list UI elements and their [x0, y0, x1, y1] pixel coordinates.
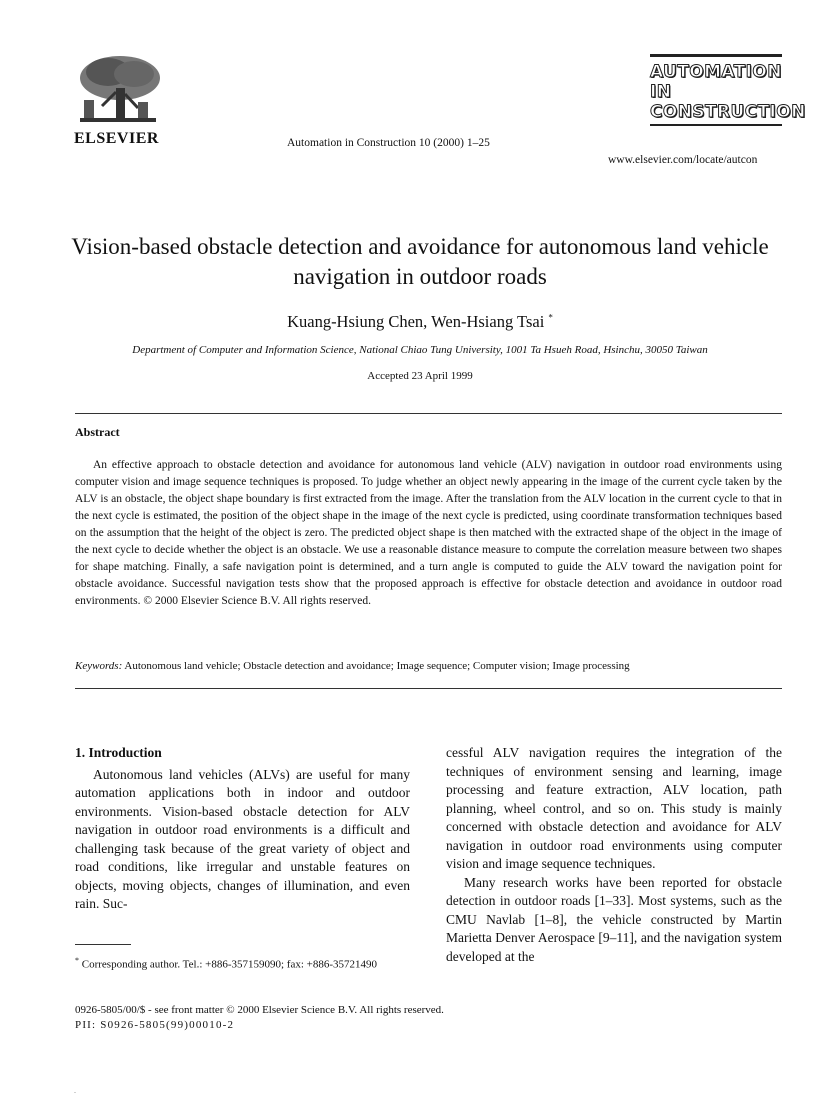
author-footnote-mark: *: [548, 312, 553, 323]
footnote-text: Corresponding author. Tel.: +886-357159090; fax: +886-35721490: [81, 958, 378, 971]
journal-logo-rule-top: [650, 54, 782, 57]
author-affiliation: Department of Computer and Information Science, National Chiao Tung University, 1001 Ta Hsueh Road, Hsinchu, 30050 Taiwan: [132, 344, 708, 356]
abstract-text: An effective approach to obstacle detection and avoidance for autonomous land vehicle (ALV) navigation in outdoor road environments using computer vision and image sequence techniques is proposed. To judge whether an object newly appearing in the image of the current cycle taken by the ALV is an obstacle, the object shape boundary is first extracted from the image. After the translation from the ALV location in the current cycle to that in the next cycle is estimated, the position of the object shape in the image of the next cycle is predicted, using coordinate transformation techniques based on the assumption that the height of the object is zero. The predicted object shape is then matched with the extracted shape of the object in the image of the next cycle to decide whether the object is an obstacle. We use a reasonable distance measure to compute the correlation measure between two shapes for shape matching. Finally, a safe navigation point is determined, and a turn angle is computed to guide the ALV toward the navigation point for obstacle avoidance. Successful navigation tests show that the proposed approach is effective for obstacle detection and avoidance in outdoor road environments. © 2000 Elsevier Science B.V. All rights reserved.: [75, 459, 782, 607]
journal-logo-rule-bottom: [650, 124, 782, 126]
article-title: Vision-based obstacle detection and avoidance for autonomous land vehicle navigation in outdoor roads: [71, 234, 769, 289]
authors-text: Kuang-Hsiung Chen, Wen-Hsiang Tsai: [287, 312, 545, 331]
right-column: [446, 744, 782, 966]
accepted-date: Accepted 23 April 1999: [367, 370, 473, 382]
top-rule: [75, 413, 782, 414]
journal-logo-line2: CONSTRUCTION: [650, 102, 806, 122]
intro-paragraph-1: Autonomous land vehicles (ALVs) are useful for many automation applications both in indoor and outdoor environments. Vision-based obstacle detection for ALV navigation in outdoor road environments is a difficult and challenging task because of the great variety of object and road conditions, like irregular and unstable features on objects, moving objects, changes of illumination, and even rain. Suc-: [75, 766, 410, 911]
article-authors: [70, 312, 770, 332]
journal-reference: Automation in Construction 10 (2000) 1–25: [287, 137, 490, 149]
journal-website-link[interactable]: www.elsevier.com/locate/autcon: [608, 154, 758, 166]
footnote-mark: *: [75, 956, 79, 965]
front-matter-notice: 0926-5805/00/$ - see front matter © 2000 Elsevier Science B.V. All rights reserved.: [75, 1004, 444, 1016]
section-heading-introduction: 1. Introduction: [75, 745, 162, 760]
publisher-name: ELSEVIER: [74, 130, 159, 147]
keywords-label: Keywords:: [75, 660, 123, 672]
journal-logo: [650, 62, 806, 122]
bottom-rule: [75, 688, 782, 689]
corner-mark: .: [74, 1086, 76, 1095]
journal-logo-line1: AUTOMATION IN: [650, 62, 782, 102]
abstract-heading: Abstract: [75, 425, 120, 439]
keywords: [75, 660, 782, 672]
intro-paragraph-continued: cessful ALV navigation requires the integration of the techniques of environment sensing and learning, image processing and feature extraction, ALV location, path planning, wheel control, and so on. This study is mainly concerned with obstacle detection and avoidance for ALV navigation in outdoor road environments using computer vision and image sequence techniques.: [446, 745, 782, 871]
left-column: [75, 744, 410, 914]
keywords-list: Autonomous land vehicle; Obstacle detection and avoidance; Image sequence; Computer vision; Image processing: [124, 660, 630, 672]
footnote-rule: [75, 944, 131, 945]
intro-paragraph-2: Many research works have been reported for obstacle detection in outdoor roads [1–33]. Most systems, such as the CMU Navlab [1–8], the vehicle constructed by Martin Marietta Denver Aerospace [9–11], and the navigation system developed at the: [446, 874, 782, 964]
corresponding-author-footnote: [75, 952, 410, 974]
pii-identifier: PII: S0926-5805(99)00010-2: [75, 1019, 235, 1031]
